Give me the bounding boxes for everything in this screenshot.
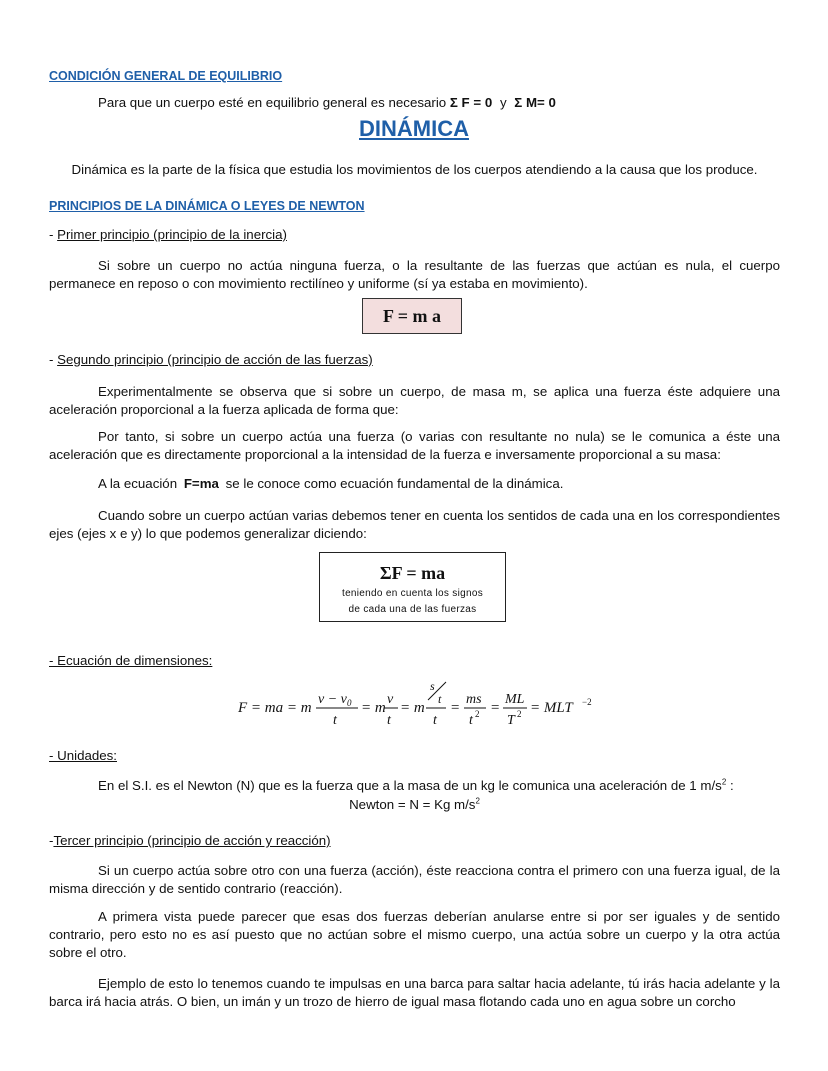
unidades-text-main: En el S.I. es el Newton (N) que es la fuerza que a la masa de un kg le comunica una aceleración de 1 m/s [98, 778, 722, 793]
newton-exp: 2 [475, 796, 480, 806]
unidades-title: - Unidades: [49, 748, 117, 763]
newton-definition [49, 797, 780, 812]
primer-principio-heading [49, 227, 287, 242]
eq-part3: = m [400, 700, 425, 716]
p3-pre: A la ecuación [98, 476, 178, 491]
tercer-p2: A primera vista puede parecer que esas dos fuerzas deberían anularse entre si por ser iguales y de sentido contrario, pero esto no es así puesto que no actúan sobre el mismo cuerpo, una actúa sobre un cuerpo y la otra actúa sobre el otro. [49, 909, 780, 960]
primer-dash: - [49, 227, 58, 242]
condition-forces: Σ F = 0 [449, 95, 493, 110]
eq-frac4-den: t [469, 713, 473, 728]
eq-frac5-den-exp: 2 [517, 709, 522, 719]
tercer-p1: Si un cuerpo actúa sobre otro con una fuerza (acción), éste reacciona contra el primero con una fuerza igual, de la misma dirección y de sentido contrario (reacción). [49, 863, 780, 896]
unidades-text-end: : [726, 778, 734, 793]
eq-frac4-den-exp: 2 [475, 709, 480, 719]
dimensiones-title: - Ecuación de dimensiones: [49, 653, 213, 668]
eq-part2: = m [361, 700, 386, 716]
p3-post: se le conoce como ecuación fundamental de la dinámica. [225, 476, 564, 491]
eq-frac1-sub: 0 [347, 698, 352, 708]
dimension-equation [230, 676, 600, 736]
primer-principio-text: Si sobre un cuerpo no actúa ninguna fuerza, o la resultante de las fuerzas que actúan es nula, el cuerpo permanece en reposo o con movimiento rectilíneo y uniforme (sí ya estaba en movimiento). [49, 258, 780, 291]
dimensiones-heading [49, 653, 212, 668]
eq-part5: = [490, 700, 501, 716]
eq-frac2-num: v [387, 692, 394, 707]
unidades-heading [49, 748, 117, 763]
eq-frac5-den: T [507, 713, 515, 728]
page-title: DINÁMICA [359, 116, 469, 141]
eq-part4: = [450, 700, 461, 716]
eq-frac3-num-s: s [430, 679, 435, 693]
tercer-p3: Ejemplo de esto lo tenemos cuando te impulsas en una barca para saltar hacia adelante, tú irás hacia adelante y la barca irá hacia atrás. O bien, un imán y un trozo de hierro de igual masa flotando cada uno en agua sobre un corcho [49, 976, 780, 1009]
segundo-p4: Cuando sobre un cuerpo actúan varias debemos tener en cuenta los sentidos de cada una en los correspondientes ejes (ejes x e y) lo que podemos generalizar diciendo: [49, 508, 780, 541]
segundo-p2: Por tanto, si sobre un cuerpo actúa una fuerza (o varias con resultante no nula) se le comunica a éste una aceleración que es directamente proporcional a la intensidad de la fuerza e inversamente proporcional a su masa: [49, 429, 780, 462]
formula-box-sum [319, 552, 506, 622]
eq-frac2-den: t [387, 713, 391, 728]
eq-frac1-num: v − v [318, 692, 347, 707]
tercer-principio-title: Tercer principio (principio de acción y reacción) [53, 833, 331, 848]
eq-part6-exp: −2 [582, 697, 592, 707]
eq-frac4-num: ms [466, 692, 482, 707]
segundo-principio-title: Segundo principio (principio de acción de las fuerzas) [57, 352, 373, 367]
eq-lhs: F = ma = m [238, 700, 312, 716]
segundo-principio-heading [49, 352, 373, 367]
segundo-dash: - [49, 352, 58, 367]
tercer-dash: - [49, 833, 54, 848]
condition-and: y [499, 95, 507, 110]
equilibrio-condition [98, 95, 556, 110]
newton-text: Newton = N = Kg m/s [349, 797, 476, 812]
eq-part6: = MLT [530, 700, 573, 716]
eq-frac5-num: ML [505, 692, 525, 707]
eq-frac3-den: t [433, 713, 437, 728]
segundo-p1: Experimentalmente se observa que si sobre un cuerpo, de masa m, se aplica una fuerza éste adquiere una aceleración proporcional a la fuerza aplicada de forma que: [49, 384, 780, 417]
heading-equilibrio: CONDICIÓN GENERAL DE EQUILIBRIO [49, 69, 283, 83]
unidades-text-exp: 2 [721, 777, 727, 787]
sum-note-2: de cada una de las fuerzas [348, 604, 477, 615]
p3-formula: F=ma [183, 476, 219, 491]
sum-note-1: teniendo en cuenta los signos [341, 588, 484, 599]
equilibrio-text: Para que un cuerpo esté en equilibrio general es necesario [98, 95, 447, 110]
unidades-text [98, 778, 734, 793]
eq-frac1-den: t [333, 713, 337, 728]
primer-principio-title: Primer principio (principio de la inercia) [57, 227, 287, 242]
eq-frac3-num-t: t [438, 692, 442, 706]
dinamica-definition: Dinámica es la parte de la física que estudia los movimientos de los cuerpos atendiendo a la causa que los produce. [71, 162, 758, 177]
condition-moments: Σ M= 0 [514, 95, 556, 110]
segundo-p3 [98, 476, 563, 491]
formula-box-fma: F = m a [362, 298, 462, 334]
sum-formula: ΣF = ma [379, 563, 446, 583]
tercer-principio-heading [49, 833, 331, 848]
heading-principios: PRINCIPIOS DE LA DINÁMICA O LEYES DE NEWTON [49, 199, 365, 213]
